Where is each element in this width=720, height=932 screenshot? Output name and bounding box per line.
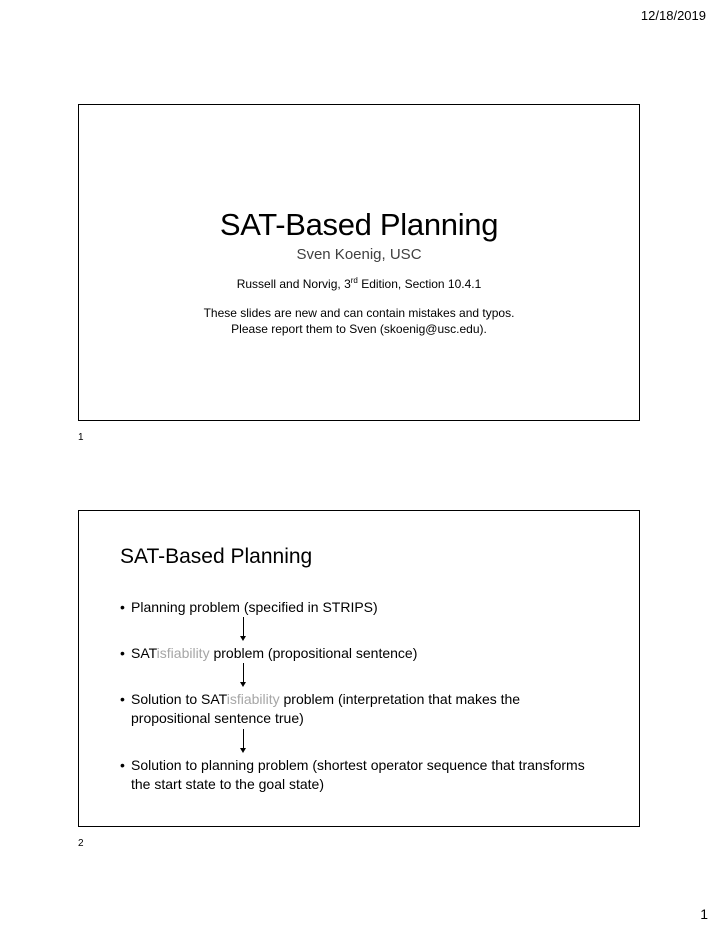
bullet-dot: • — [120, 645, 125, 661]
slide-1-subtitle: Sven Koenig, USC — [296, 246, 422, 263]
bullet-text-suffix: problem (interpretation that makes the propositional sentence true) — [131, 691, 521, 726]
bullet-text-prefix: SAT — [131, 645, 157, 661]
slide-1-number: 1 — [78, 432, 84, 443]
page-date: 12/18/2019 — [640, 8, 706, 23]
note-line-1: These slides are new and can contain mistakes and typos. — [203, 306, 515, 320]
slide-2-title: SAT-Based Planning — [120, 545, 313, 568]
slide-1-reference — [79, 276, 639, 291]
bullet-planning-problem — [120, 598, 590, 617]
bullet-satisfiability-problem — [120, 644, 590, 663]
page-number: 1 — [700, 906, 708, 922]
slide-2 — [78, 510, 640, 827]
down-arrow-icon — [239, 729, 249, 753]
bullet-text: Planning problem (specified in STRIPS) — [131, 599, 378, 615]
slide-1-title: SAT-Based Planning — [219, 207, 499, 242]
reference-text: Russell and Norvig, 3 — [236, 277, 351, 291]
bullet-text: Solution to planning problem (shortest operator sequence that transforms the start state to the goal state) — [131, 757, 585, 792]
bullet-text-gray: isfiability — [156, 645, 210, 661]
bullet-dot: • — [120, 599, 125, 615]
down-arrow-icon — [239, 617, 249, 641]
bullet-text-suffix: problem (propositional sentence) — [209, 645, 418, 661]
bullet-text — [120, 690, 590, 728]
slide-1-note — [79, 305, 639, 337]
slide-2-number: 2 — [78, 838, 84, 849]
bullet-text-prefix: Solution to SAT — [131, 691, 227, 707]
bullet-dot: • — [120, 691, 125, 707]
bullet-satisfiability-solution — [120, 690, 590, 728]
bullet-planning-solution — [120, 756, 590, 794]
reference-text-end: Edition, Section 10.4.1 — [357, 277, 482, 291]
down-arrow-icon — [239, 663, 249, 687]
bullet-text-gray: isfiability — [226, 691, 280, 707]
slide-1 — [78, 104, 640, 421]
note-line-2: Please report them to Sven (skoenig@usc.edu). — [231, 322, 487, 336]
bullet-dot: • — [120, 757, 125, 773]
reference-superscript: rd — [350, 276, 358, 285]
bullet-text — [120, 644, 590, 663]
